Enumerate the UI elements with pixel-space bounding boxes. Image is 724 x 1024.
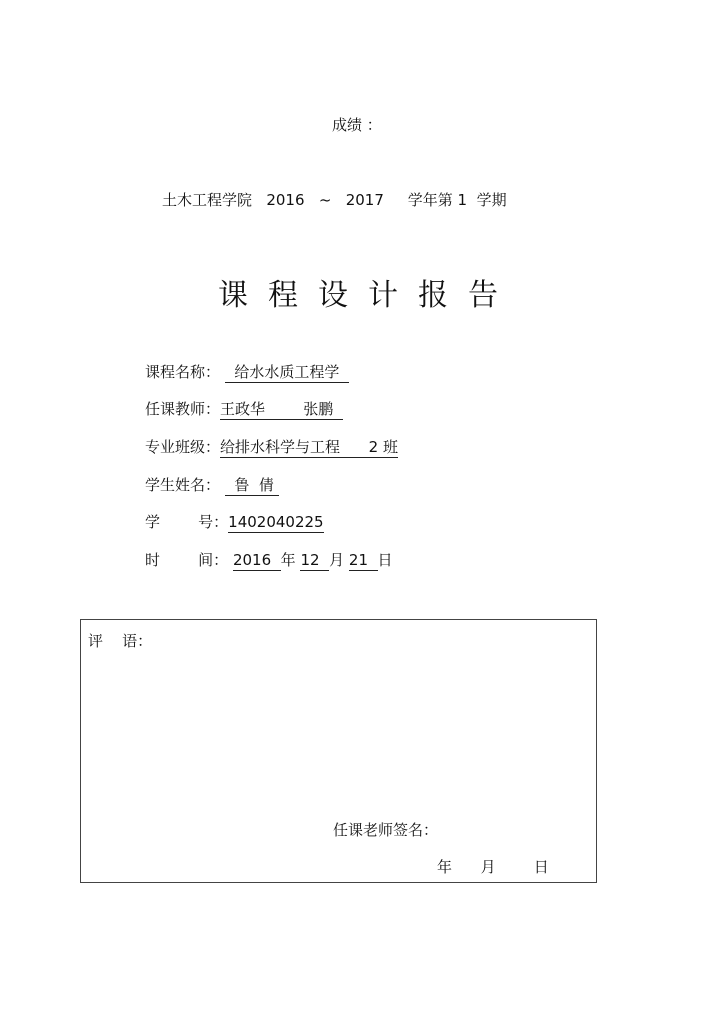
date-row	[145, 549, 393, 571]
term-prefix: 学年第	[407, 191, 453, 209]
signature-year-unit: 年	[437, 858, 453, 876]
year-end: 2017	[345, 191, 384, 209]
college-name: 土木工程学院	[162, 191, 253, 209]
date-month-value: 12	[300, 550, 329, 571]
comment-label: 评 语：	[88, 632, 153, 650]
term-suffix: 学期	[476, 191, 507, 209]
comment-box	[80, 619, 597, 883]
major-class-row	[145, 436, 398, 458]
course-name-row	[145, 361, 349, 383]
major-class-label: 专业班级：	[145, 438, 221, 456]
term-number: 1	[457, 191, 468, 209]
teacher-row	[145, 398, 343, 420]
teacher-signature-label: 任课老师签名：	[333, 821, 439, 839]
signature-date	[437, 856, 549, 877]
student-name-row	[145, 474, 279, 496]
course-name-value: 给水水质工程学	[225, 362, 349, 383]
date-year-value: 2016	[233, 550, 281, 571]
date-label: 时 间：	[145, 551, 229, 569]
teacher-label: 任课教师：	[145, 400, 221, 418]
student-id-value: 1402040225	[228, 513, 324, 531]
year-separator: ~	[318, 191, 332, 209]
student-name-label: 学生姓名：	[145, 476, 221, 494]
semester-line	[162, 189, 507, 210]
date-year-unit: 年	[280, 551, 296, 569]
date-month-unit: 月	[329, 551, 345, 569]
student-id-row	[145, 511, 324, 533]
date-day-unit: 日	[377, 551, 393, 569]
date-day-value: 21	[349, 550, 378, 571]
student-id-label: 学 号：	[145, 513, 229, 531]
signature-month-unit: 月	[480, 858, 496, 876]
signature-day-unit: 日	[533, 858, 549, 876]
report-title: 课程设计报告	[218, 278, 518, 313]
grade-label: 成绩 ：	[332, 116, 382, 134]
teacher-value: 王政华 张鹏	[220, 399, 343, 420]
major-class-value: 给排水科学与工程 2 班	[220, 438, 398, 456]
course-name-label: 课程名称：	[145, 363, 221, 381]
student-name-value: 鲁 倩	[225, 475, 279, 496]
year-start: 2016	[266, 191, 305, 209]
